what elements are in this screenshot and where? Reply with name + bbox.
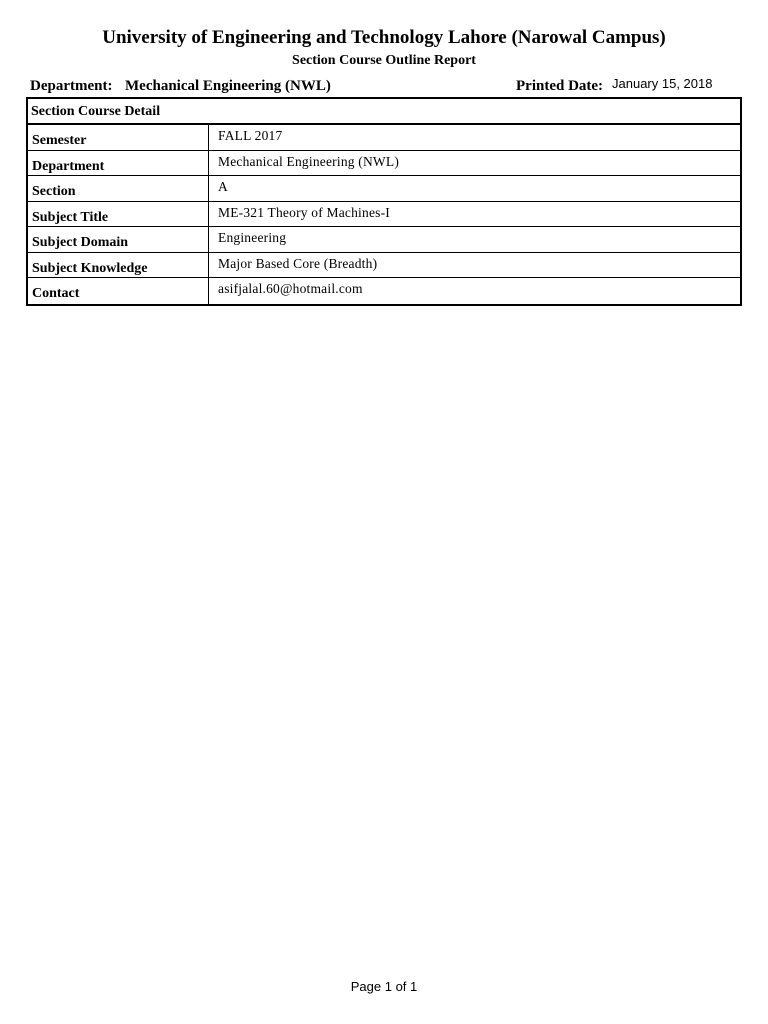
detail-row-contact <box>28 278 740 304</box>
detail-value: Engineering <box>218 230 287 245</box>
detail-label: Subject Title <box>28 202 209 227</box>
printed-date-label: Printed Date: <box>516 78 604 94</box>
detail-value: Mechanical Engineering (NWL) <box>218 153 400 169</box>
department-label: Department: <box>30 78 113 94</box>
university-title: University of Engineering and Technology Lahore (Narowal Campus) <box>102 27 666 48</box>
report-title: Section Course Outline Report <box>292 53 476 68</box>
detail-value: A <box>218 179 228 194</box>
detail-label: Subject Knowledge <box>28 253 209 278</box>
detail-row-subject-domain <box>28 227 740 253</box>
detail-row-subject-title <box>28 202 740 228</box>
detail-value: FALL 2017 <box>218 128 283 143</box>
printed-date-value: January 15, 2018 <box>612 76 713 91</box>
detail-label: Subject Domain <box>28 227 209 252</box>
detail-label: Contact <box>28 278 209 304</box>
section-course-detail-table <box>26 97 742 306</box>
detail-label: Department <box>28 151 209 176</box>
detail-row-section <box>28 176 740 202</box>
detail-row-subject-knowledge <box>28 253 740 279</box>
detail-label: Section <box>28 176 209 201</box>
department-value: Mechanical Engineering (NWL) <box>125 78 331 94</box>
section-course-detail-heading: Section Course Detail <box>28 99 740 125</box>
contact-email: asifjalal.60@hotmail.com <box>218 281 363 296</box>
detail-row-department <box>28 151 740 177</box>
detail-label: Semester <box>28 125 209 150</box>
detail-value: Major Based Core (Breadth) <box>218 255 378 271</box>
detail-value: ME-321 Theory of Machines-I <box>218 204 390 220</box>
detail-row-semester <box>28 125 740 151</box>
page-indicator: Page 1 of 1 <box>350 979 418 994</box>
